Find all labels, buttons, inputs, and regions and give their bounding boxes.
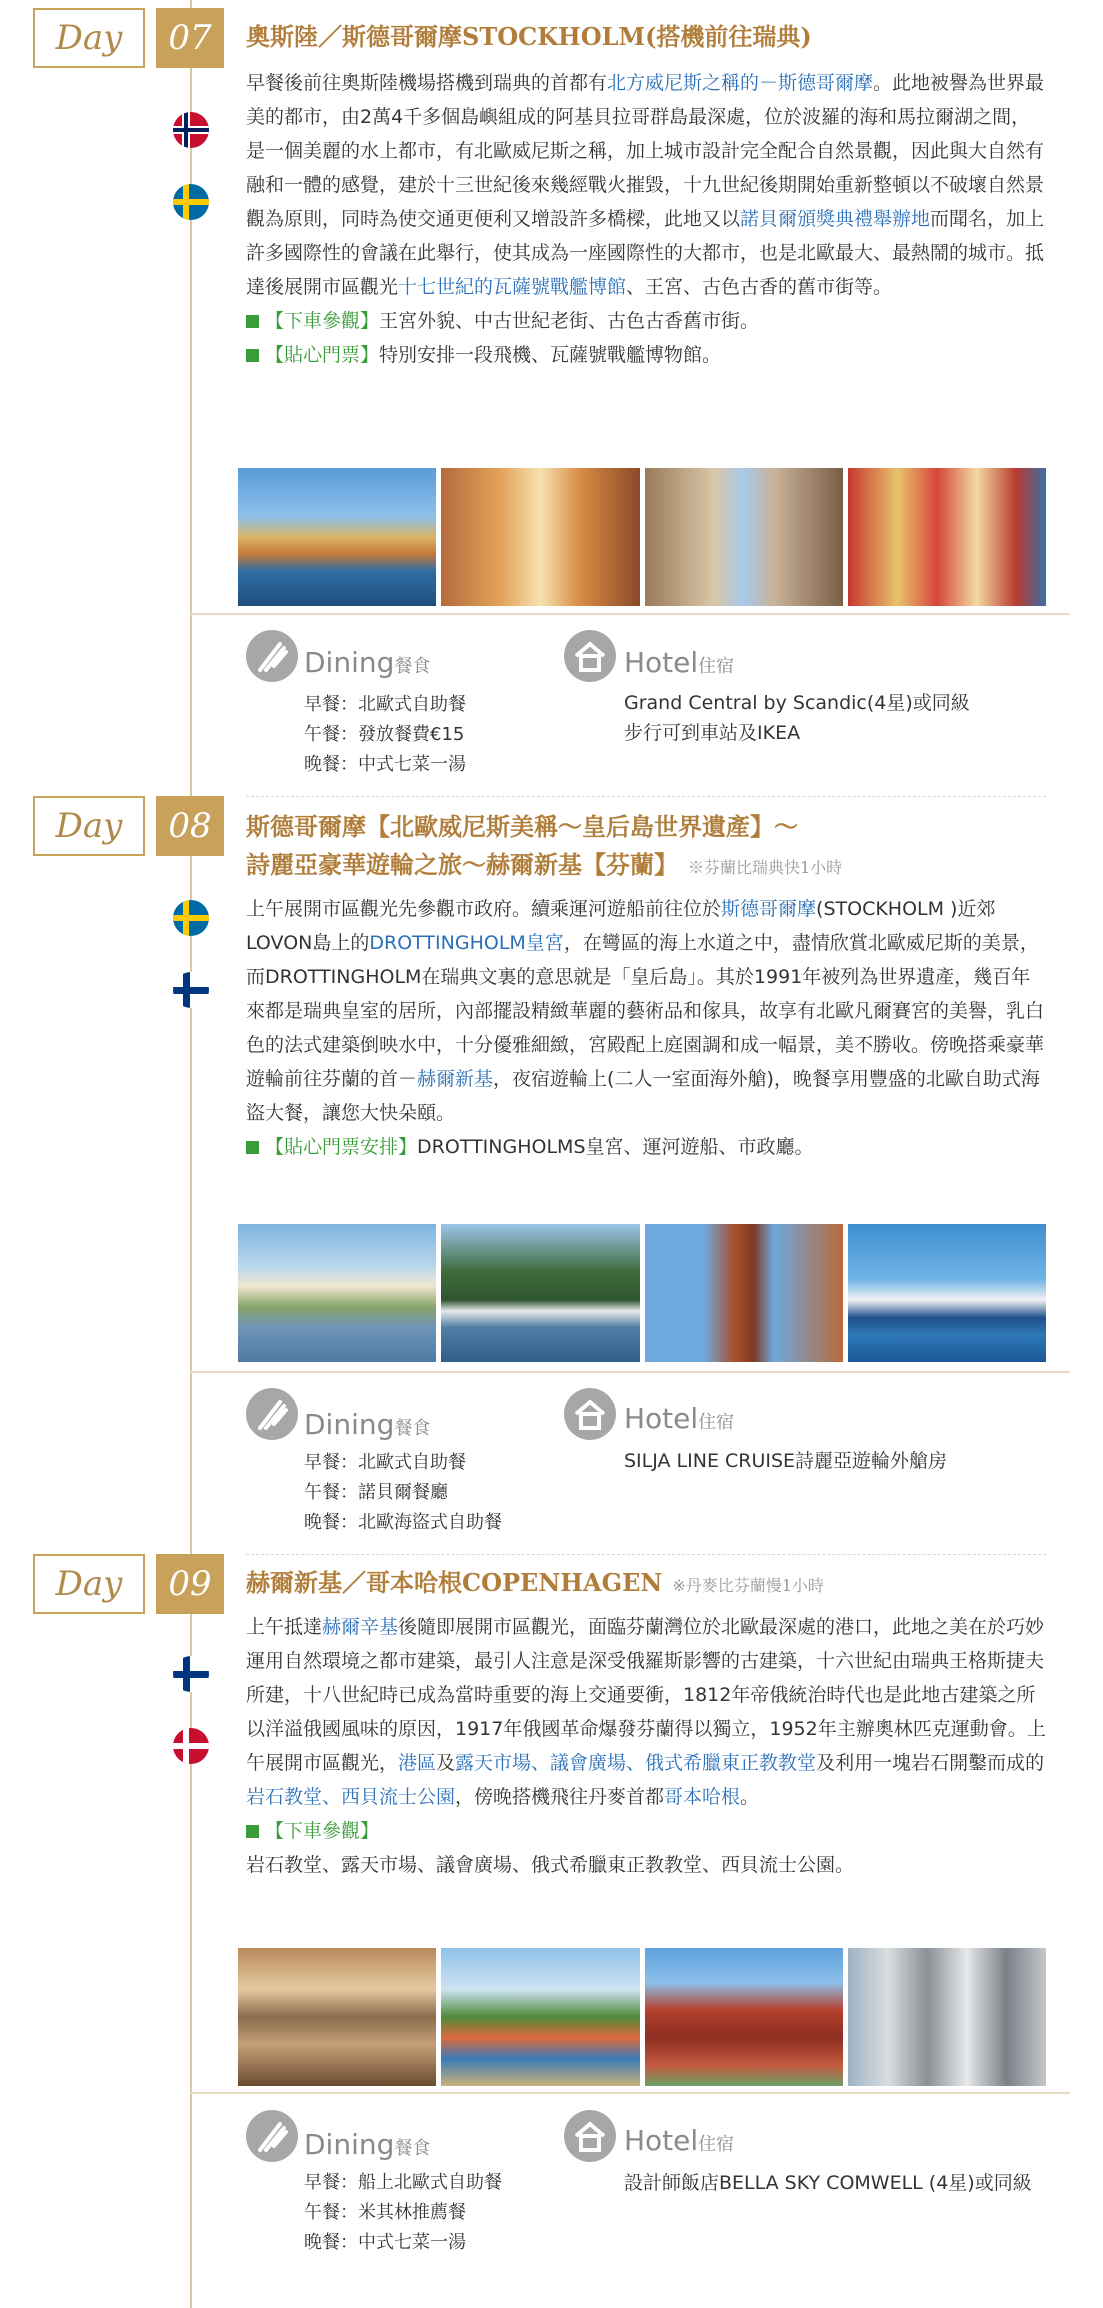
old-town-street-photo — [645, 468, 843, 606]
tag-text: 特別安排一段飛機、瓦薩號戰艦博物館。 — [379, 344, 722, 366]
tag-text: 王宮外貌、中古世紀老街、古色古香舊市街。 — [379, 310, 760, 332]
gamla-stan-alley-photo — [441, 468, 639, 606]
canal-boat-photo — [441, 1224, 639, 1362]
day-title: 奧斯陸／斯德哥爾摩STOCKHOLM(搭機前往瑞典) — [246, 22, 812, 51]
dining-heading: Dining餐食 — [304, 2128, 431, 2161]
highlight-link[interactable]: DROTTINGHOLM皇宮 — [369, 932, 564, 954]
highlight-link[interactable]: 諾貝爾頒獎典禮舉辦地 — [740, 208, 931, 230]
rock-church-interior-photo — [238, 1948, 436, 2086]
tag-text: 岩石教堂、露天市場、議會廣場、俄式希臘東正教教堂、西貝流士公園。 — [246, 1854, 855, 1876]
meal-list: 早餐：船上北歐式自助餐 午餐：米其林推薦餐 晚餐：中式七菜一湯 — [304, 2172, 502, 2253]
hotel-heading: Hotel住宿 — [624, 2124, 735, 2157]
highlight-link[interactable]: 斯德哥爾摩 — [721, 898, 817, 920]
day-title: 斯德哥爾摩【北歐威尼斯美稱～皇后島世界遺產】～ 詩麗亞豪華遊輪之旅～赫爾新基【芬蘭】 ※芬蘭比瑞典快1小時 — [246, 812, 843, 879]
day-title: 赫爾新基／哥本哈根COPENHAGEN ※丹麥比芬蘭慢1小時 — [246, 1568, 824, 1597]
dining-heading: Dining餐食 — [304, 646, 431, 679]
tag-label: 【下車參觀】 — [246, 310, 379, 332]
tag-label: 【貼心門票安排】 — [246, 1136, 417, 1158]
day-divider — [246, 1554, 1046, 1556]
city-hall-tower-photo — [645, 1224, 843, 1362]
highlight-link[interactable]: 赫爾辛基 — [322, 1616, 399, 1638]
highlight-link[interactable]: 哥本哈根 — [664, 1786, 741, 1808]
meal-list: 早餐：北歐式自助餐 午餐：諾貝爾餐廳 晚餐：北歐海盜式自助餐 — [304, 1452, 502, 1533]
day-label: Day — [33, 796, 145, 856]
photo-strip — [238, 1948, 1046, 2086]
hotel-info: 設計師飯店BELLA SKY COMWELL (4星)或同級 — [624, 2172, 1032, 2194]
sweden-flag-icon — [173, 184, 209, 220]
highlight-link[interactable]: 十七世紀的瓦薩號戰艦博館 — [398, 276, 627, 298]
section-divider — [190, 1371, 1070, 1373]
uspenski-cathedral-photo — [645, 1948, 843, 2086]
hotel-house-icon — [564, 630, 616, 682]
norway-flag-icon — [173, 112, 209, 148]
hotel-house-icon — [564, 1388, 616, 1440]
day-number: 07 — [156, 8, 224, 68]
denmark-flag-icon — [173, 1728, 209, 1764]
dining-fork-icon — [246, 2110, 298, 2162]
dining-fork-icon — [246, 1388, 298, 1440]
sibelius-monument-photo — [848, 1948, 1046, 2086]
dining-fork-icon — [246, 630, 298, 682]
tag-label: 【貼心門票】 — [246, 344, 379, 366]
day-description: 早餐後前往奧斯陸機場搭機到瑞典的首都有北方威尼斯之稱的－斯德哥爾摩。此地被譽為世界最美的都市，由2萬4千多個島嶼組成的阿基貝拉哥群島最深處，位於波羅的海和馬拉爾湖之間，是一個美麗的水上都市，有北歐威尼斯之稱，加上城市設計完全配合自然景觀，因此與大自然有融和一體的感覺，建於十三世紀後來幾經戰火摧毀，十九世紀後期開始重新整頓以不破壞自然景觀為原則，同時為使交通更便利又增設許多橋樑，此地又以諾貝爾頒獎典禮舉辦地而聞名，加上許多國際性的會議在此舉行，使其成為一座國際性的大都市，也是北歐最大、最熱鬧的城市。抵達後展開市區觀光十七世紀的瓦薩號戰艦博館、王宮、古色古香的舊市街等。 【下車參觀】王宮外貌、中古世紀老街、古色古香舊市街。 【貼心門票】特別安排一段飛機、瓦薩號戰艦博物館。 — [246, 72, 1045, 366]
dining-heading: Dining餐食 — [304, 1408, 431, 1441]
highlight-link[interactable]: 露天市場、議會廣場、俄式希臘東正教教堂 — [455, 1752, 817, 1774]
finland-flag-icon — [173, 972, 209, 1008]
day-description: 上午展開市區觀光先參觀市政府。續乘運河遊船前往位於斯德哥爾摩(STOCKHOLM )近郊LOVON島上的DROTTINGHOLM皇宮，在彎區的海上水道之中，盡情欣賞北歐威尼斯的美景，而DROTTINGHOLM在瑞典文裏的意思就是「皇后島」。其於1991年被列為世界遺產，幾百年來都是瑞典皇室的居所，內部擺設精緻華麗的藝術品和傢具，故享有北歐凡爾賽宮的美譽，乳白色的法式建築倒映水中，十分優雅細緻，宮殿配上庭園調和成一幅景，美不勝收。傍晚搭乘豪華遊輪前往芬蘭的首－赫爾新基，夜宿遊輪上(二人一室面海外艙)，晚餐享用豐盛的北歐自助式海盜大餐，讓您大快朵頤。 【貼心門票安排】DROTTINGHOLMS皇宮、運河遊船、市政廳。 — [246, 898, 1045, 1158]
highlight-link[interactable]: 港區 — [398, 1752, 437, 1774]
tag-text: DROTTINGHOLMS皇宮、運河遊船、市政廳。 — [417, 1136, 814, 1158]
sweden-flag-icon — [173, 900, 209, 936]
day-description: 上午抵達赫爾辛基後隨即展開市區觀光，面臨芬蘭灣位於北歐最深處的港口，此地之美在於巧妙運用自然環境之都市建築，最引人注意是深受俄羅斯影響的古建築，十六世紀由瑞典王格斯捷夫所建，十八世紀時已成為當時重要的海上交通要衝，1812年帝俄統治時代也是此地古建築之所以洋溢俄國風味的原因，1917年俄國革命爆發芬蘭得以獨立，1952年主辦奧林匹克運動會。上午展開市區觀光，港區及露天市場、議會廣場、俄式希臘東正教教堂及利用一塊岩石開鑿而成的岩石教堂、西貝流士公園，傍晚搭機飛往丹麥首都哥本哈根。 【下車參觀】 岩石教堂、露天市場、議會廣場、俄式希臘東正教教堂、西貝流士公園。 — [246, 1616, 1046, 1876]
section-divider — [190, 613, 1070, 615]
market-square-photo — [441, 1948, 639, 2086]
highlight-link[interactable]: 赫爾新基 — [417, 1068, 494, 1090]
photo-strip — [238, 1224, 1046, 1362]
finland-flag-icon — [173, 1656, 209, 1692]
stortorget-houses-photo — [848, 468, 1046, 606]
timeline-line — [190, 0, 192, 2308]
stockholm-waterfront-photo — [238, 468, 436, 606]
day-divider — [246, 796, 1046, 798]
highlight-link[interactable]: 北方威尼斯之稱的－斯德哥爾摩 — [607, 72, 874, 94]
drottningholm-palace-photo — [238, 1224, 436, 1362]
photo-strip — [238, 468, 1046, 606]
hotel-info: SILJA LINE CRUISE詩麗亞遊輪外艙房 — [624, 1450, 948, 1472]
day-number: 08 — [156, 796, 224, 856]
hotel-house-icon — [564, 2110, 616, 2162]
silja-line-ship-photo — [848, 1224, 1046, 1362]
hotel-info: Grand Central by Scandic(4星)或同級 步行可到車站及IKEA — [624, 692, 970, 744]
meal-list: 早餐：北歐式自助餐 午餐：發放餐費€15 晚餐：中式七菜一湯 — [304, 694, 466, 775]
hotel-heading: Hotel住宿 — [624, 1402, 735, 1435]
day-number: 09 — [156, 1554, 224, 1614]
tag-label: 【下車參觀】 — [246, 1820, 379, 1842]
highlight-link[interactable]: 岩石教堂、西貝流士公園 — [246, 1786, 456, 1808]
hotel-heading: Hotel住宿 — [624, 646, 735, 679]
section-divider — [190, 2092, 1070, 2094]
day-label: Day — [33, 8, 145, 68]
day-label: Day — [33, 1554, 145, 1614]
